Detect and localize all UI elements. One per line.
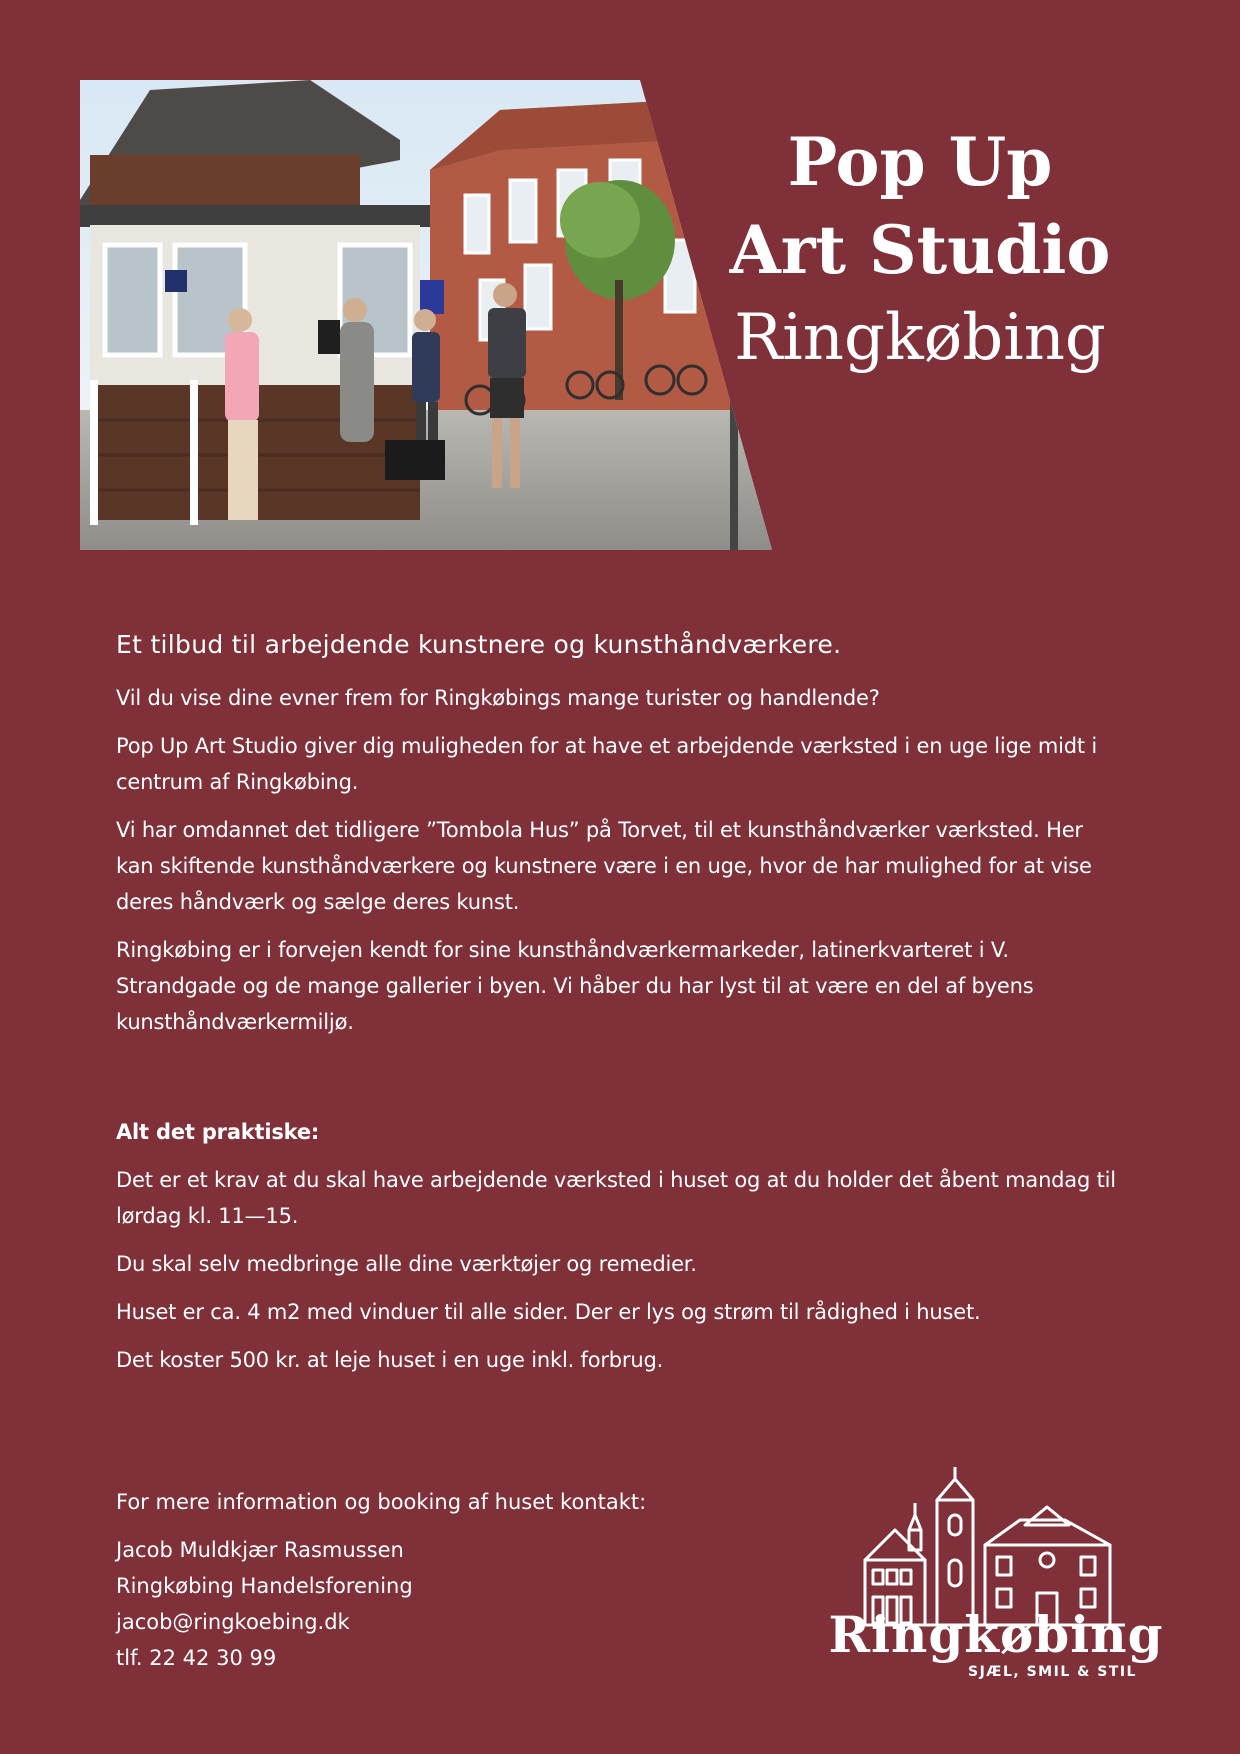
practical-paragraph-3: Huset er ca. 4 m2 med vinduer til alle sider. Der er lys og strøm til rådighed i huset. [116, 1300, 981, 1324]
contact-name: Jacob Muldkjær Rasmussen [116, 1538, 404, 1562]
title-line-1: Pop Up [787, 123, 1053, 201]
practical-paragraph-4: Det koster 500 kr. at leje huset i en uge inkl. forbrug. [116, 1348, 664, 1372]
contact-organization: Ringkøbing Handelsforening [116, 1574, 413, 1598]
logo-tagline: SJÆL, SMIL & STIL [968, 1664, 1137, 1680]
intro-paragraph-4: Ringkøbing er i forvejen kendt for sine kunsthåndværkermarkeder, latinerkvarteret i V. Strandgade og de mange gallerier i byen. Vi håber du har lyst til at være en del af byens kunsthåndværkermiljø. [116, 938, 1034, 1034]
main-content [116, 626, 1116, 1390]
practical-heading: Alt det praktiske: [116, 1120, 320, 1144]
intro-heading: Et tilbud til arbejdende kunstnere og kunsthåndværkere. [116, 630, 842, 659]
practical-paragraph-1: Det er et krav at du skal have arbejdende værksted i huset og at du holder det åbent mandag til lørdag kl. 11—15. [116, 1168, 1116, 1228]
kiosk-photo [80, 80, 772, 550]
intro-paragraph-3: Vi har omdannet det tidligere ”Tombola Hus” på Torvet, til et kunsthåndværker værksted. Her kan skiftende kunsthåndværkere og kunstnere være i en uge, hvor de har mulighed for at vise deres håndværk og sælge deres kunst. [116, 818, 1092, 914]
page-title [700, 118, 1140, 382]
title-line-3: Ringkøbing [734, 301, 1106, 375]
contact-section [116, 1484, 736, 1676]
practical-paragraph-2: Du skal selv medbringe alle dine værktøjer og remedier. [116, 1252, 697, 1276]
title-line-2: Art Studio [729, 211, 1111, 289]
contact-heading: For mere information og booking af huset kontakt: [116, 1490, 647, 1514]
contact-phone: tlf. 22 42 30 99 [116, 1646, 277, 1670]
intro-paragraph-1: Vil du vise dine evner frem for Ringkøbings mange turister og handlende? [116, 686, 880, 710]
intro-paragraph-2: Pop Up Art Studio giver dig muligheden for at have et arbejdende værksted i en uge lige midt i centrum af Ringkøbing. [116, 734, 1098, 794]
contact-email[interactable]: jacob@ringkoebing.dk [116, 1610, 350, 1634]
logo-wordmark: Ringkøbing [828, 1605, 1164, 1664]
